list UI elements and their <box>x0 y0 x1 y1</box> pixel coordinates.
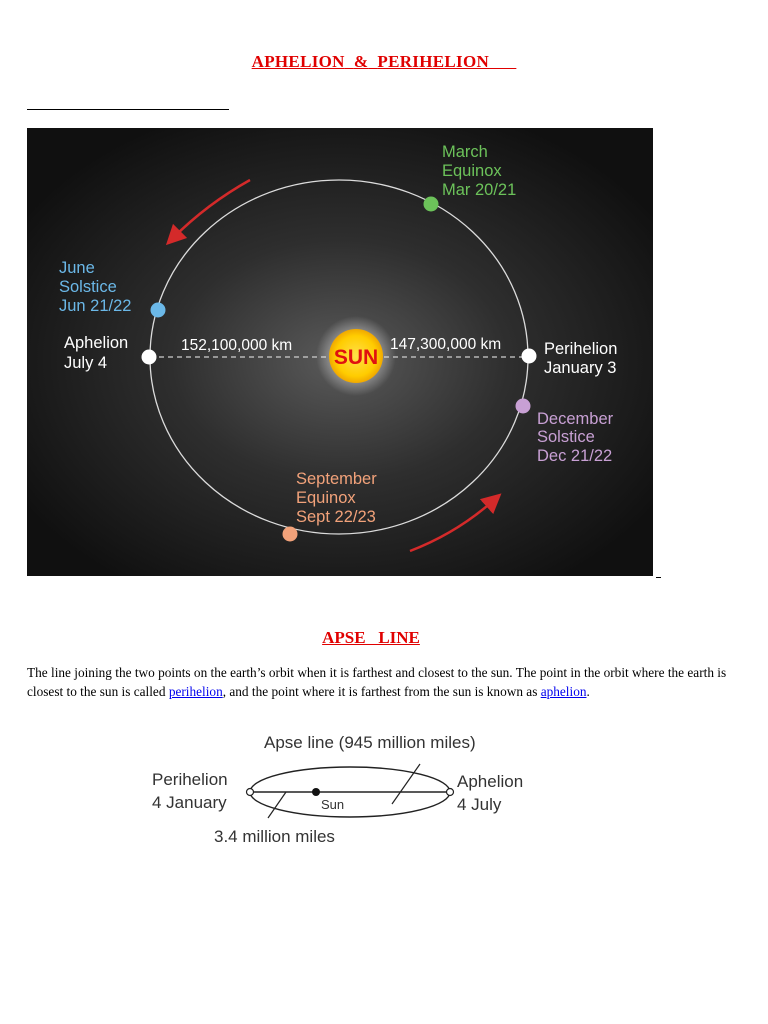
sun-dot-icon <box>312 788 320 796</box>
horizontal-rule <box>27 109 229 110</box>
section-title: APSE LINE <box>322 628 420 647</box>
perihelion-title: Perihelion <box>152 770 228 789</box>
svg-text:Sept 22/23: Sept 22/23 <box>296 508 376 526</box>
svg-text:July 4: July 4 <box>64 354 108 372</box>
paragraph-text-3: . <box>586 683 590 699</box>
perihelion-marker <box>522 349 537 364</box>
offset-label: 3.4 million miles <box>214 827 335 846</box>
aphelion-title: Aphelion <box>457 772 524 791</box>
svg-text:Mar 20/21: Mar 20/21 <box>442 181 517 199</box>
sun-label-small: Sun <box>321 797 345 812</box>
page-title-part1: APHELION <box>251 52 345 71</box>
apse-line-label: Apse line (945 million miles) <box>264 733 476 752</box>
aphelion-link[interactable]: aphelion <box>540 683 587 699</box>
perihelion-date: 4 January <box>152 793 227 812</box>
svg-text:Equinox: Equinox <box>296 489 356 507</box>
paragraph-text-1: The line joining the two points on the earth’s orbit when it is farthest and closest to the sun. The point in the orbit where the earth is closest to the sun is called <box>27 665 727 699</box>
perihelion-link[interactable]: perihelion <box>168 683 223 699</box>
aphelion-point <box>447 789 454 796</box>
sun-label: SUN <box>333 346 379 369</box>
svg-text:Solstice: Solstice <box>537 428 595 446</box>
svg-text:Solstice: Solstice <box>59 278 117 296</box>
apse-line-figure <box>140 728 560 853</box>
aphelion-marker <box>142 350 157 365</box>
perihelion-point <box>247 789 254 796</box>
perihelion-label <box>544 340 617 377</box>
march-equinox-marker <box>424 197 439 212</box>
june-solstice-marker <box>151 303 166 318</box>
svg-text:December: December <box>537 410 614 428</box>
svg-text:Jun 21/22: Jun 21/22 <box>59 297 132 315</box>
perihelion-distance: 147,300,000 km <box>390 336 502 353</box>
offset-label-leader <box>268 792 286 818</box>
page-title-amp: & <box>353 52 369 71</box>
svg-text:Equinox: Equinox <box>442 162 502 180</box>
orbit-figure <box>27 128 653 576</box>
page-title <box>0 52 768 72</box>
svg-text:Aphelion: Aphelion <box>64 334 129 352</box>
paragraph-text-2: , and the point where it is farthest from the sun is known as <box>222 683 541 699</box>
svg-text:September: September <box>296 470 377 488</box>
svg-text:Perihelion: Perihelion <box>544 340 618 358</box>
svg-text:January 3: January 3 <box>544 359 617 377</box>
svg-text:June: June <box>59 259 95 277</box>
apse-line-paragraph <box>27 664 743 701</box>
september-equinox-marker <box>283 527 298 542</box>
page-title-part2: PERIHELION <box>377 52 490 71</box>
december-solstice-marker <box>516 399 531 414</box>
aphelion-date: 4 July <box>457 795 502 814</box>
stray-underscore <box>656 577 661 578</box>
svg-text:Dec 21/22: Dec 21/22 <box>537 447 613 465</box>
aphelion-distance: 152,100,000 km <box>181 337 293 354</box>
svg-text:March: March <box>442 143 488 161</box>
